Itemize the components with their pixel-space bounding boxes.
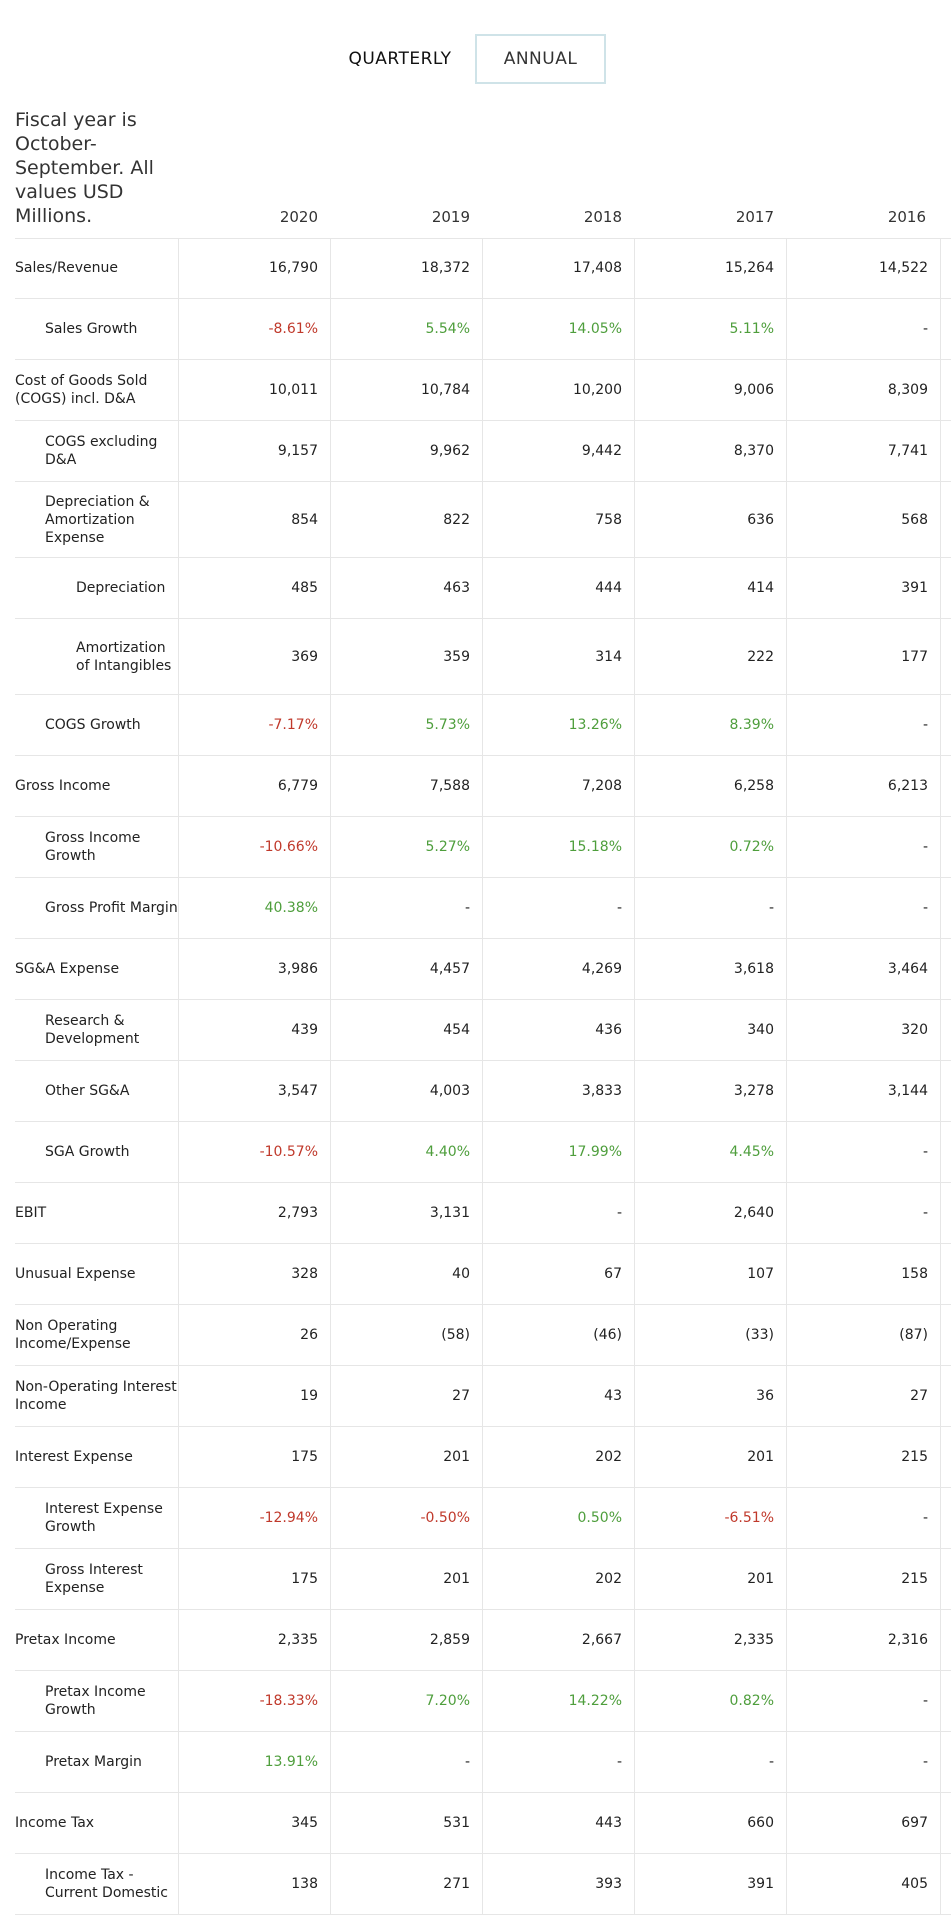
value-cell: 16,790: [178, 238, 330, 298]
quarterly-tab[interactable]: QUARTERLY: [348, 49, 452, 69]
row-edge: [940, 1854, 951, 1914]
row-edge: [940, 1000, 951, 1060]
row-edge: [940, 817, 951, 877]
value-cell: 17.99%: [482, 1122, 634, 1182]
value-cell: 14.05%: [482, 299, 634, 359]
value-cell: 18,372: [330, 238, 482, 298]
value-cell: -: [482, 1732, 634, 1792]
value-cell: 8,309: [786, 360, 940, 420]
value-cell: 3,144: [786, 1061, 940, 1121]
income-statement-table: [0, 238, 951, 1915]
value-cell: 454: [330, 1000, 482, 1060]
value-cell: 5.27%: [330, 817, 482, 877]
value-cell: 40.38%: [178, 878, 330, 938]
value-cell: -: [482, 1183, 634, 1243]
value-cell: -: [482, 878, 634, 938]
table-row: [15, 1366, 951, 1427]
value-cell: 9,442: [482, 421, 634, 481]
value-cell: 414: [634, 558, 786, 618]
value-cell: 19: [178, 1366, 330, 1426]
row-label: Gross Interest Expense: [45, 1562, 143, 1596]
row-edge: [940, 421, 951, 481]
table-row: [15, 482, 951, 558]
row-edge: [940, 1305, 951, 1365]
value-cell: 660: [634, 1793, 786, 1853]
row-label: SG&A Expense: [15, 961, 120, 977]
row-edge: [940, 1488, 951, 1548]
value-cell: -: [634, 878, 786, 938]
value-cell: -: [786, 1488, 940, 1548]
row-label: Cost of Goods Sold (COGS) incl. D&A: [15, 373, 148, 407]
table-row: [15, 1305, 951, 1366]
row-label: Gross Income Growth: [45, 830, 141, 864]
value-cell: 177: [786, 619, 940, 694]
row-label: Other SG&A: [45, 1083, 130, 1099]
value-cell: -12.94%: [178, 1488, 330, 1548]
row-label: Non Operating Income/Expense: [15, 1318, 131, 1352]
row-edge: [940, 1122, 951, 1182]
value-cell: 10,784: [330, 360, 482, 420]
table-row: [15, 421, 951, 482]
value-cell: -7.17%: [178, 695, 330, 755]
value-cell: 26: [178, 1305, 330, 1365]
table-row: [15, 558, 951, 619]
value-cell: 444: [482, 558, 634, 618]
year-header: 2020: [279, 208, 318, 226]
table-row: [15, 756, 951, 817]
year-header: 2017: [735, 208, 774, 226]
table-row: [15, 619, 951, 695]
value-cell: 314: [482, 619, 634, 694]
row-label: Depreciation & Amortization Expense: [45, 493, 150, 546]
value-cell: 15.18%: [482, 817, 634, 877]
value-cell: 3,547: [178, 1061, 330, 1121]
value-cell: -: [786, 695, 940, 755]
table-row: [15, 1122, 951, 1183]
value-cell: 2,316: [786, 1610, 940, 1670]
value-cell: (87): [786, 1305, 940, 1365]
row-label: Income Tax - Current Domestic: [45, 1867, 168, 1901]
value-cell: -: [786, 1122, 940, 1182]
value-cell: 697: [786, 1793, 940, 1853]
value-cell: 9,157: [178, 421, 330, 481]
value-cell: 758: [482, 482, 634, 557]
value-cell: 107: [634, 1244, 786, 1304]
fiscal-year-note: Fiscal year is October-September. All values USD Millions.: [15, 109, 154, 227]
table-row: [15, 299, 951, 360]
row-label: Sales/Revenue: [15, 260, 118, 276]
value-cell: 3,833: [482, 1061, 634, 1121]
value-cell: 2,667: [482, 1610, 634, 1670]
value-cell: 405: [786, 1854, 940, 1914]
value-cell: -: [786, 299, 940, 359]
value-cell: 201: [330, 1427, 482, 1487]
value-cell: 854: [178, 482, 330, 557]
value-cell: 359: [330, 619, 482, 694]
value-cell: (33): [634, 1305, 786, 1365]
row-label: Research & Development: [45, 1013, 140, 1047]
table-row: [15, 1488, 951, 1549]
row-edge: [940, 238, 951, 298]
value-cell: 0.72%: [634, 817, 786, 877]
value-cell: 2,335: [178, 1610, 330, 1670]
value-cell: 202: [482, 1427, 634, 1487]
row-label: Gross Income: [15, 778, 111, 794]
value-cell: 531: [330, 1793, 482, 1853]
value-cell: 40: [330, 1244, 482, 1304]
value-cell: 67: [482, 1244, 634, 1304]
value-cell: 369: [178, 619, 330, 694]
value-cell: 4,457: [330, 939, 482, 999]
table-row: [15, 817, 951, 878]
value-cell: 2,859: [330, 1610, 482, 1670]
value-cell: 201: [634, 1427, 786, 1487]
row-label: Income Tax: [15, 1815, 95, 1831]
row-edge: [940, 939, 951, 999]
value-cell: 5.11%: [634, 299, 786, 359]
table-row: [15, 1610, 951, 1671]
annual-tab[interactable]: ANNUAL: [475, 34, 606, 84]
value-cell: 436: [482, 1000, 634, 1060]
value-cell: 393: [482, 1854, 634, 1914]
value-cell: 822: [330, 482, 482, 557]
year-header: 2018: [583, 208, 622, 226]
row-edge: [940, 1183, 951, 1243]
value-cell: -8.61%: [178, 299, 330, 359]
value-cell: -10.66%: [178, 817, 330, 877]
value-cell: -: [330, 878, 482, 938]
table-row: [15, 1427, 951, 1488]
value-cell: 3,464: [786, 939, 940, 999]
value-cell: 0.50%: [482, 1488, 634, 1548]
row-edge: [940, 1793, 951, 1853]
row-label: SGA Growth: [45, 1144, 130, 1160]
table-row: [15, 1671, 951, 1732]
value-cell: 7,208: [482, 756, 634, 816]
value-cell: 320: [786, 1000, 940, 1060]
row-edge: [940, 1671, 951, 1731]
value-cell: 14.22%: [482, 1671, 634, 1731]
value-cell: 138: [178, 1854, 330, 1914]
row-label: Amortization of Intangibles: [76, 639, 172, 674]
value-cell: 14,522: [786, 238, 940, 298]
value-cell: 0.82%: [634, 1671, 786, 1731]
row-edge: [940, 1549, 951, 1609]
period-toggle: [325, 34, 606, 84]
value-cell: -: [786, 1183, 940, 1243]
value-cell: 4,269: [482, 939, 634, 999]
value-cell: -: [786, 878, 940, 938]
row-edge: [940, 360, 951, 420]
value-cell: -: [330, 1732, 482, 1792]
value-cell: -: [786, 817, 940, 877]
table-row: [15, 1732, 951, 1793]
value-cell: 13.26%: [482, 695, 634, 755]
value-cell: 6,213: [786, 756, 940, 816]
value-cell: 8.39%: [634, 695, 786, 755]
value-cell: 391: [786, 558, 940, 618]
row-label: Sales Growth: [45, 321, 138, 337]
value-cell: 485: [178, 558, 330, 618]
value-cell: 439: [178, 1000, 330, 1060]
value-cell: -0.50%: [330, 1488, 482, 1548]
value-cell: 201: [634, 1549, 786, 1609]
table-row: [15, 1061, 951, 1122]
value-cell: -10.57%: [178, 1122, 330, 1182]
row-label: Interest Expense Growth: [45, 1501, 163, 1535]
value-cell: 345: [178, 1793, 330, 1853]
value-cell: 5.73%: [330, 695, 482, 755]
value-cell: 4.45%: [634, 1122, 786, 1182]
value-cell: 391: [634, 1854, 786, 1914]
value-cell: (46): [482, 1305, 634, 1365]
table-row: [15, 878, 951, 939]
table-row: [15, 1854, 951, 1915]
value-cell: -6.51%: [634, 1488, 786, 1548]
value-cell: 463: [330, 558, 482, 618]
table-row: [15, 1549, 951, 1610]
row-edge: [940, 1427, 951, 1487]
value-cell: 8,370: [634, 421, 786, 481]
value-cell: -: [786, 1671, 940, 1731]
row-label: Unusual Expense: [15, 1266, 136, 1282]
value-cell: 340: [634, 1000, 786, 1060]
row-label: Non-Operating Interest Income: [15, 1379, 177, 1413]
row-edge: [940, 1366, 951, 1426]
value-cell: 328: [178, 1244, 330, 1304]
value-cell: 3,618: [634, 939, 786, 999]
value-cell: 10,011: [178, 360, 330, 420]
row-edge: [940, 482, 951, 557]
year-header: 2019: [431, 208, 470, 226]
row-edge: [940, 558, 951, 618]
value-cell: 4,003: [330, 1061, 482, 1121]
value-cell: -: [786, 1732, 940, 1792]
value-cell: 568: [786, 482, 940, 557]
table-row: [15, 939, 951, 1000]
table-row: [15, 360, 951, 421]
row-edge: [940, 756, 951, 816]
value-cell: 2,793: [178, 1183, 330, 1243]
value-cell: 27: [330, 1366, 482, 1426]
value-cell: 6,779: [178, 756, 330, 816]
table-row: [15, 1000, 951, 1061]
row-label: Pretax Income Growth: [45, 1684, 146, 1718]
value-cell: 36: [634, 1366, 786, 1426]
value-cell: 158: [786, 1244, 940, 1304]
value-cell: 3,131: [330, 1183, 482, 1243]
row-label: Gross Profit Margin: [45, 900, 178, 916]
value-cell: 222: [634, 619, 786, 694]
value-cell: 271: [330, 1854, 482, 1914]
value-cell: 175: [178, 1549, 330, 1609]
value-cell: 27: [786, 1366, 940, 1426]
value-cell: 215: [786, 1549, 940, 1609]
value-cell: 17,408: [482, 238, 634, 298]
value-cell: 9,962: [330, 421, 482, 481]
value-cell: 443: [482, 1793, 634, 1853]
value-cell: 5.54%: [330, 299, 482, 359]
value-cell: 201: [330, 1549, 482, 1609]
row-edge: [940, 1061, 951, 1121]
row-label: COGS Growth: [45, 717, 141, 733]
table-row: [15, 695, 951, 756]
row-label: EBIT: [15, 1205, 47, 1221]
value-cell: 2,640: [634, 1183, 786, 1243]
value-cell: 202: [482, 1549, 634, 1609]
row-edge: [940, 1610, 951, 1670]
value-cell: 3,278: [634, 1061, 786, 1121]
year-header: 2016: [887, 208, 926, 226]
row-edge: [940, 878, 951, 938]
value-cell: 7.20%: [330, 1671, 482, 1731]
value-cell: 636: [634, 482, 786, 557]
row-label: Pretax Income: [15, 1632, 116, 1648]
value-cell: 13.91%: [178, 1732, 330, 1792]
row-label: COGS excluding D&A: [45, 434, 158, 468]
value-cell: (58): [330, 1305, 482, 1365]
value-cell: 215: [786, 1427, 940, 1487]
row-edge: [940, 695, 951, 755]
value-cell: 15,264: [634, 238, 786, 298]
value-cell: 2,335: [634, 1610, 786, 1670]
value-cell: -18.33%: [178, 1671, 330, 1731]
value-cell: 9,006: [634, 360, 786, 420]
row-label: Interest Expense: [15, 1449, 133, 1465]
row-label: Depreciation: [76, 580, 166, 596]
table-row: [15, 1793, 951, 1854]
value-cell: -: [634, 1732, 786, 1792]
table-row: [15, 1244, 951, 1305]
value-cell: 175: [178, 1427, 330, 1487]
value-cell: 10,200: [482, 360, 634, 420]
row-edge: [940, 299, 951, 359]
value-cell: 7,588: [330, 756, 482, 816]
row-edge: [940, 619, 951, 694]
table-row: [15, 1183, 951, 1244]
value-cell: 6,258: [634, 756, 786, 816]
value-cell: 43: [482, 1366, 634, 1426]
row-edge: [940, 1732, 951, 1792]
value-cell: 7,741: [786, 421, 940, 481]
row-edge: [940, 1244, 951, 1304]
row-label: Pretax Margin: [45, 1754, 142, 1770]
value-cell: 4.40%: [330, 1122, 482, 1182]
table-row: [15, 238, 951, 299]
value-cell: 3,986: [178, 939, 330, 999]
